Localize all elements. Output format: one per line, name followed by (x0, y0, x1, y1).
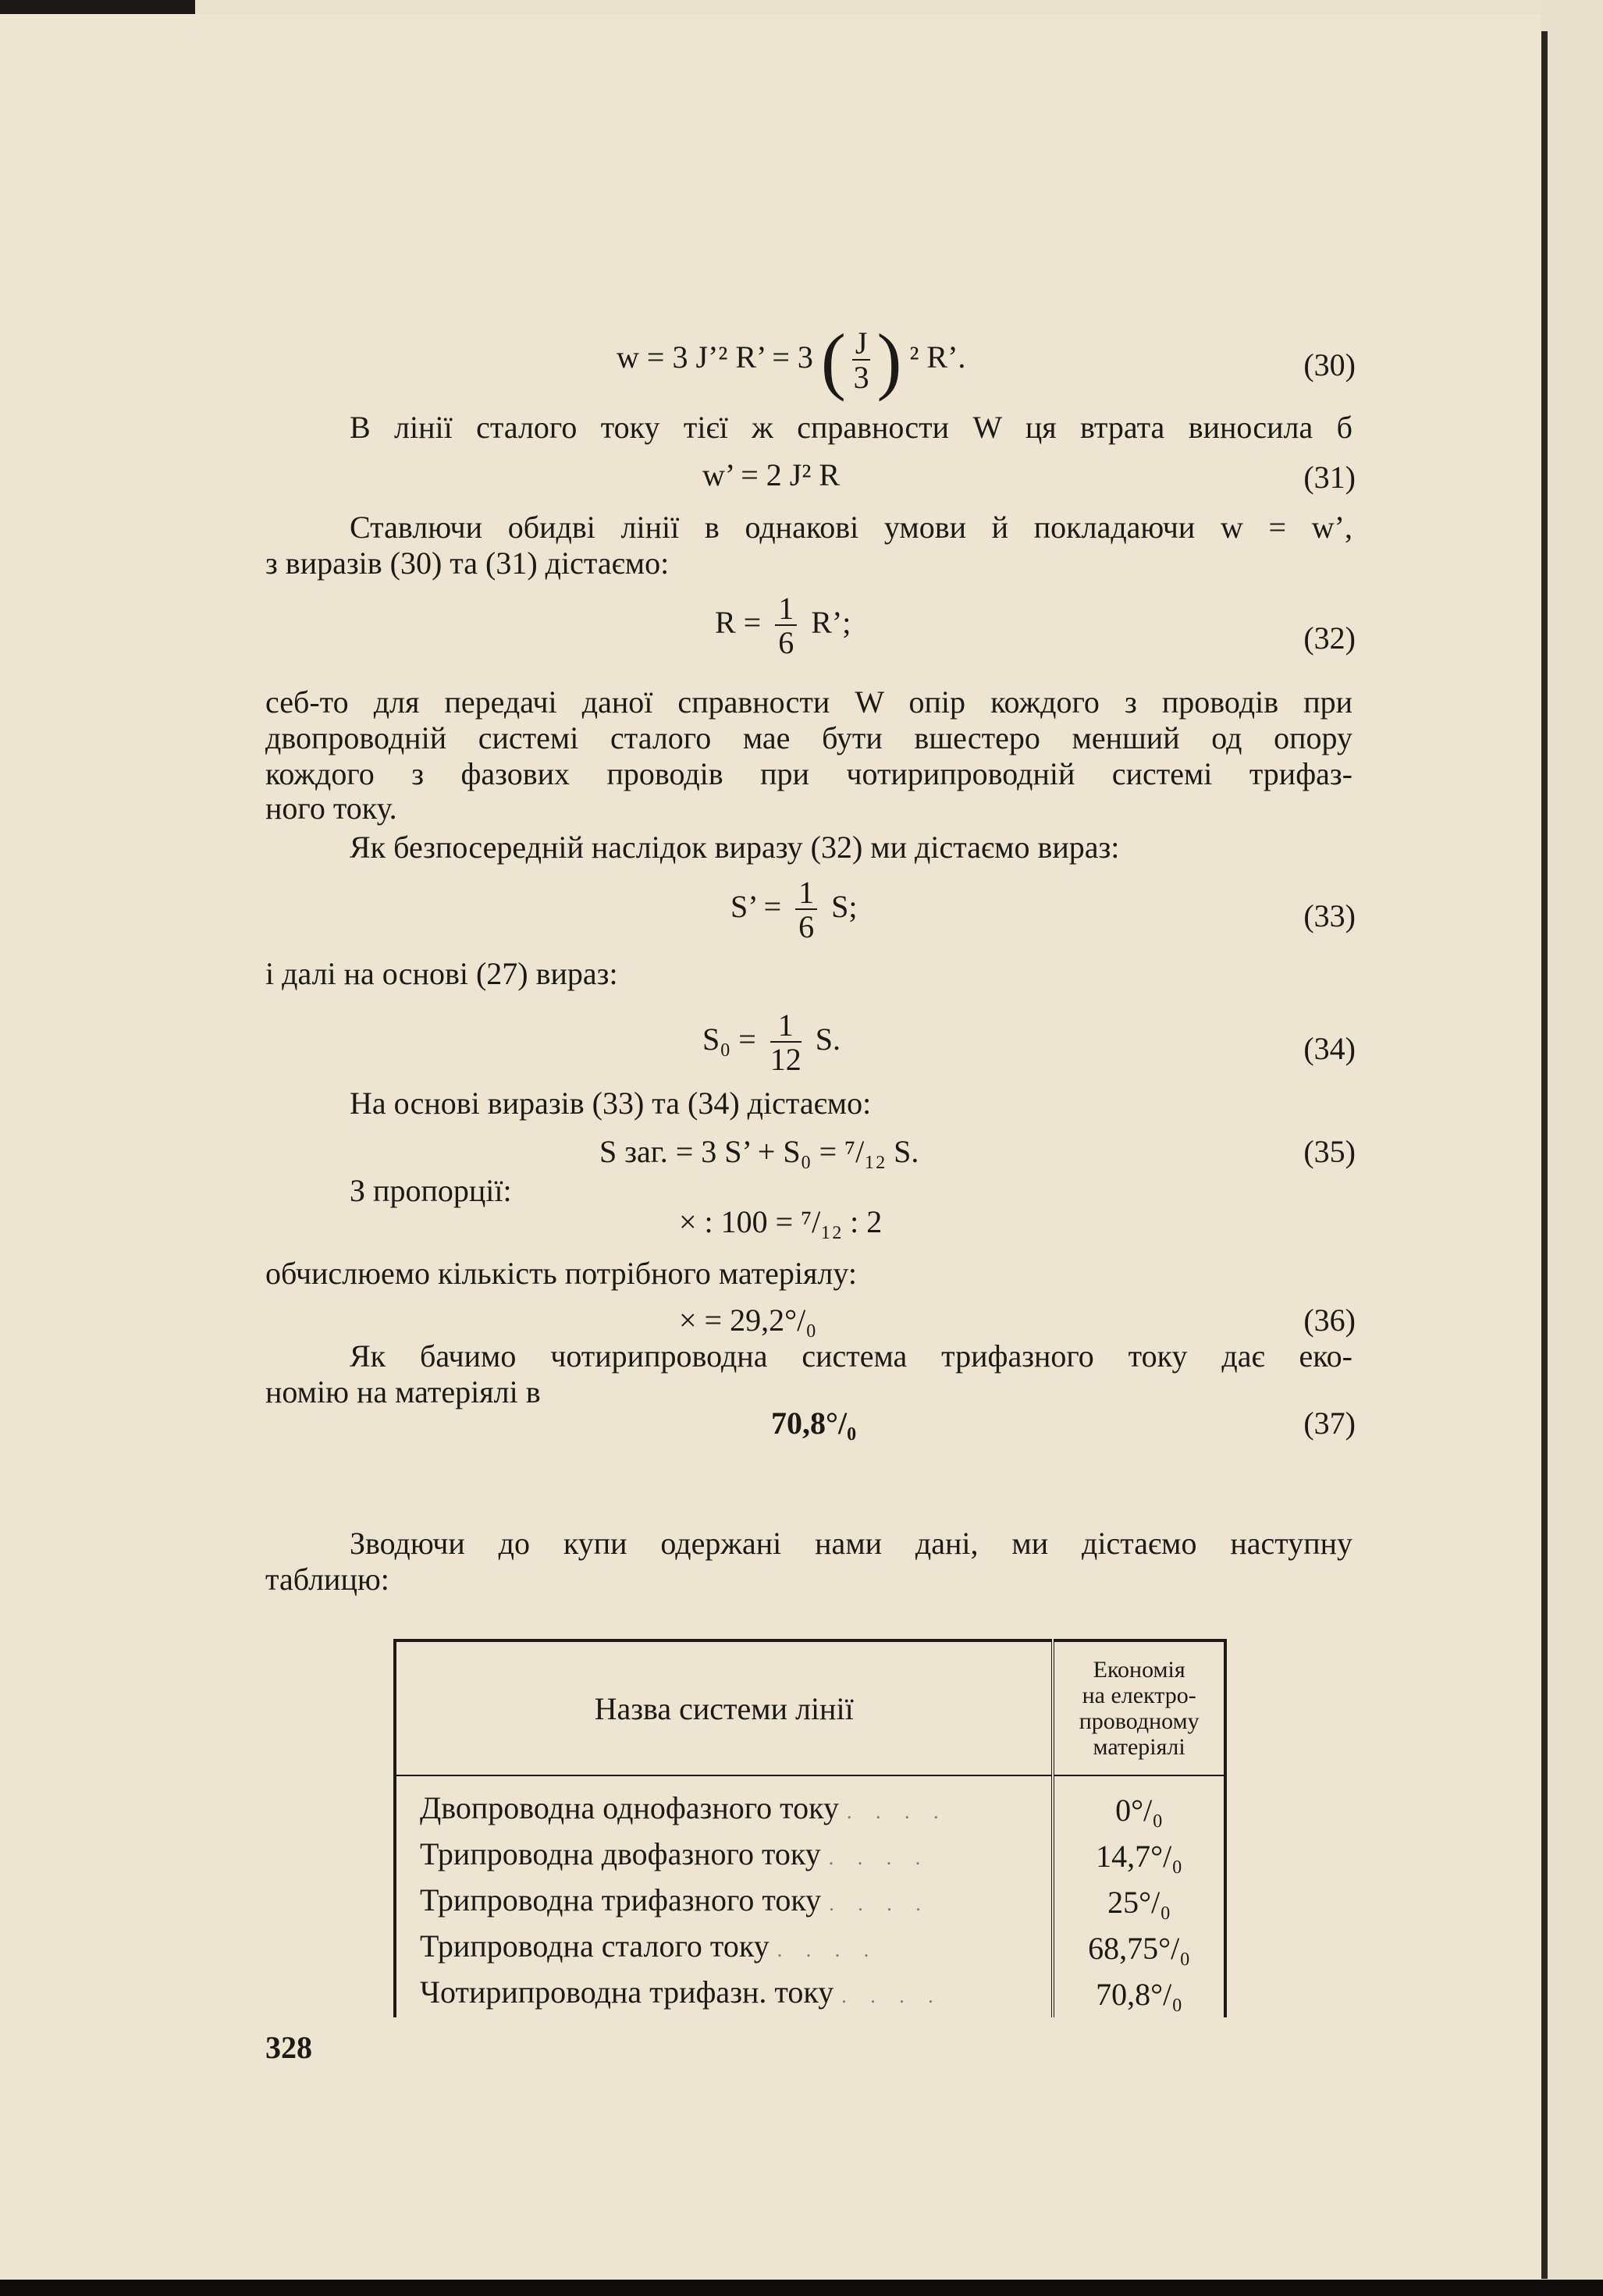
table-header-row (395, 1640, 1225, 1775)
paragraph-line: В лінії сталого току тієї ж справности W ця втрата виносила б (350, 410, 1352, 445)
paragraph-line: таблицю: (265, 1562, 389, 1597)
paragraph-line: Ставлючи обидві лінії в однакові умови й покладаючи w = w’, (350, 510, 1352, 545)
paragraph-line: двопроводній системі сталого мае бути вшестеро менший од опору (265, 720, 1352, 755)
table-header-name: Назва системи лінії (395, 1640, 1053, 1775)
paragraph-line: Як безпосередній наслідок виразу (32) ми дістаємо вираз: (350, 830, 1120, 865)
paragraph-line: Зводючи до купи одержані нами дані, ми дістаємо наступну (350, 1526, 1352, 1561)
comparison-table (393, 1639, 1227, 2017)
equation-number-32: (32) (1303, 620, 1356, 656)
equation-number-35: (35) (1303, 1134, 1356, 1169)
equation-number-36: (36) (1303, 1303, 1356, 1338)
equation-32: R = $\frac{1}{6}$ R’; (715, 591, 851, 660)
equation-34: S₀ = $\frac{1}{12}$ S. (702, 1008, 841, 1077)
paragraph-line: і далі на основі (27) вираз: (265, 956, 618, 991)
table-cell-name: Двопроводна однофазного току (420, 1790, 839, 1825)
table-row: Трипроводна двофазного току . . . . 14,7°/₀ (395, 1833, 1225, 1879)
paragraph-line: себ-то для передачі даної справности W опір кождого з проводів при (265, 684, 1352, 720)
equation-31: w’ = 2 J² R (702, 457, 841, 492)
equation-number-37: (37) (1303, 1406, 1356, 1441)
table-row: Двопроводна однофазного току . . . . 0°/₀ (395, 1775, 1225, 1833)
page-binding-edge (1541, 0, 1603, 2296)
equation-33: S’ = $\frac{1}{6}$ S; (730, 875, 858, 944)
paragraph-line: кождого з фазових проводів при чотирипроводній системі трифаз- (265, 756, 1352, 791)
table-cell-value: 70,8°/₀ (1053, 1971, 1225, 2017)
equation-36: × = 29,2°/₀ (679, 1303, 817, 1338)
page-number: 328 (265, 2030, 312, 2065)
equation-number-34: (34) (1303, 1031, 1356, 1066)
paragraph-line: з виразів (30) та (31) дістаємо: (265, 546, 670, 581)
table-row: Чотирипроводна трифазн. току . . . . 70,8°/₀ (395, 1971, 1225, 2017)
table-row: Трипроводна трифазного току . . . . 25°/₀ (395, 1879, 1225, 1925)
equation-35: S заг. = 3 S’ + S₀ = ⁷/₁₂ S. (599, 1134, 919, 1169)
paragraph-line: З пропорції: (350, 1173, 512, 1208)
equation-number-33: (33) (1303, 898, 1356, 933)
table-cell-name: Трипроводна сталого току (420, 1928, 770, 1964)
equation-number-30: (30) (1303, 347, 1356, 382)
equation-30: w = 3 J’² R’ = 3 ( $\frac{J}{3}$ ) ² R’. (617, 318, 966, 402)
bottom-edge (0, 2280, 1603, 2296)
table-cell-name: Трипроводна трифазного току (420, 1882, 822, 1917)
equation-37: 70,8°/₀ (771, 1406, 857, 1441)
table-row: Трипроводна сталого току . . . . 68,75°/₀ (395, 1925, 1225, 1971)
table-cell-value: 0°/₀ (1053, 1775, 1225, 1833)
table-cell-name: Чотирипроводна трифазн. току (420, 1974, 834, 2010)
paragraph-line: номію на матеріялі в (265, 1374, 541, 1409)
proportion-equation: × : 100 = ⁷/₁₂ : 2 (679, 1204, 883, 1239)
paragraph-line: ного току. (265, 791, 397, 826)
paragraph-line: обчислюемо кількість потрібного матеріялу: (265, 1256, 857, 1291)
table-cell-name: Трипроводна двофазного току (420, 1836, 821, 1871)
paragraph-line: На основі виразів (33) та (34) дістаємо: (350, 1086, 872, 1121)
paragraph-line: Як бачимо чотирипроводна система трифазного току дає еко- (350, 1338, 1352, 1374)
top-edge (0, 0, 1603, 14)
equation-number-31: (31) (1303, 460, 1356, 495)
table-cell-value: 68,75°/₀ (1053, 1925, 1225, 1971)
table-cell-value: 14,7°/₀ (1053, 1833, 1225, 1879)
table-cell-value: 25°/₀ (1053, 1879, 1225, 1925)
table-header-economy: Економія на електро- проводному матеріялі (1053, 1640, 1225, 1775)
